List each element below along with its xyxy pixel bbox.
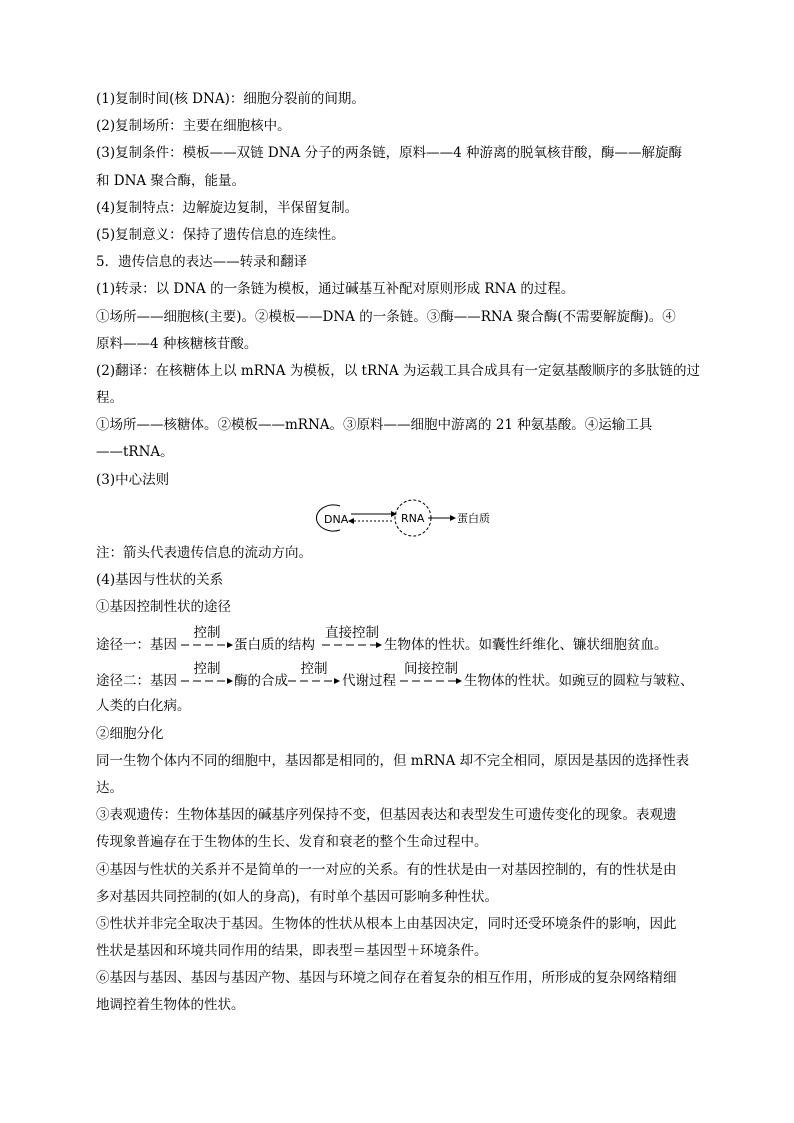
text-line: (5)复制意义：保持了遗传信息的连续性。: [96, 226, 345, 243]
text-line: ⑤性状并非完全取决于基因。生物体的性状从根本上由基因决定，同时还受环境条件的影响，因此: [96, 915, 677, 932]
text-line: ①基因控制性状的途径: [96, 599, 231, 616]
text-line: (1)复制时间(核 DNA)：细胞分裂前的间期。: [96, 91, 365, 107]
text-line: ——tRNA。: [96, 444, 174, 461]
reverse-transcription-arrowhead: [348, 518, 354, 524]
arrow-label: 间接控制: [404, 661, 458, 678]
pathway-one-prefix: 途径一：基因: [96, 637, 177, 654]
arrow-label: 控制: [193, 661, 221, 678]
text-line: ④基因与性状的关系并不是简单的一一对应的关系。有的性状是由一对基因控制的，有的性状是由: [96, 861, 677, 878]
document-page: [96, 86, 700, 1020]
text-line: 地调控着生物体的性状。: [96, 997, 245, 1014]
text-line: 传现象普遍存在于生物体的生长、发育和衰老的整个生命过程中。: [96, 834, 488, 851]
text-line: (2)复制场所：主要在细胞核中。: [96, 118, 291, 135]
dashed-arrow: [181, 639, 233, 649]
pathway-two-suffix: 生物体的性状。如豌豆的圆粒与皱粒、: [464, 673, 694, 690]
text-line: 多对基因共同控制的(如人的身高)，有时单个基因可影响多种性状。: [96, 888, 499, 905]
pathway-two-arrow-3: [400, 657, 462, 691]
text-line: (3)中心法则: [96, 471, 170, 488]
central-dogma-diagram: [96, 496, 700, 540]
section-heading: 5．遗传信息的表达——转录和翻译: [96, 254, 308, 271]
rna-label: RNA: [401, 511, 425, 525]
pathway-one-arrow-2: [322, 621, 382, 655]
pathway-one-suffix: 生物体的性状。如囊性纤维化、镰状细胞贫血。: [384, 637, 668, 654]
text-line: 原料——4 种核糖核苷酸。: [96, 335, 258, 352]
text-line: ⑥基因与基因、基因与基因产物、基因与环境之间存在着复杂的相互作用，所形成的复杂网络精细: [96, 970, 677, 987]
pathway-one-arrow-1: [181, 621, 233, 655]
translation-arrowhead: [450, 515, 456, 521]
text-line: 性状是基因和环境共同作用的结果，即表型＝基因型＋环境条件。: [96, 943, 488, 960]
dna-label: DNA: [324, 512, 349, 526]
arrow-label: 直接控制: [325, 625, 379, 642]
pathway-one-mid: 蛋白质的结构: [234, 637, 315, 654]
text-line: ①场所——细胞核(主要)。②模板——DNA 的一条链。③酶——RNA 聚合酶(不需要解旋酶)。④: [96, 308, 676, 325]
text-line: 达。: [96, 779, 123, 796]
text-line: (3)复制条件：模板——双链 DNA 分子的两条链，原料——4 种游离的脱氧核苷酸，酶——解旋酶: [96, 145, 682, 162]
pathway-two-mid-1: 酶的合成: [234, 673, 288, 690]
dashed-arrow: [288, 675, 340, 685]
text-line: 同一生物个体内不同的细胞中，基因都是相同的，但 mRNA 却不完全相同，原因是基因的选择性表: [96, 752, 690, 769]
text-line: (2)翻译：在核糖体上以 mRNA 为模板，以 tRNA 为运载工具合成具有一定氨基酸顺序的多肽链的过: [96, 362, 700, 379]
dashed-arrow: [322, 639, 382, 649]
text-line: ③表观遗传：生物体基因的碱基序列保持不变，但基因表达和表型发生可遗传变化的现象。表观遗: [96, 807, 677, 824]
text-line: 人类的白化病。: [96, 698, 191, 715]
text-line: 注：箭头代表遗传信息的流动方向。: [96, 544, 312, 561]
pathway-two-arrow-2: [288, 657, 340, 691]
pathway-one: [96, 621, 700, 657]
pathway-two-prefix: 途径二：基因: [96, 673, 177, 690]
subheading: ②细胞分化: [96, 725, 164, 742]
text-line: (4)复制特点：边解旋边复制，半保留复制。: [96, 199, 359, 216]
text-line: (1)转录：以 DNA 的一条链为模板，通过碱基互补配对原则形成 RNA 的过程。: [96, 281, 575, 298]
protein-label: 蛋白质: [457, 512, 490, 525]
arrow-label: 控制: [300, 661, 328, 678]
pathway-two-mid-2: 代谢过程: [342, 673, 396, 690]
pathway-two: [96, 657, 700, 693]
pathway-two-arrow-1: [181, 657, 233, 691]
central-dogma-svg: [312, 496, 512, 540]
dashed-arrow: [400, 675, 462, 685]
arrow-label: 控制: [193, 625, 221, 642]
text-line: ①场所——核糖体。②模板——mRNA。③原料——细胞中游离的 21 种氨基酸。④运输工具: [96, 417, 653, 434]
text-line: (4)基因与性状的关系: [96, 572, 224, 588]
dashed-arrow: [181, 675, 233, 685]
text-line: 程。: [96, 390, 123, 407]
text-line: 和 DNA 聚合酶，能量。: [96, 172, 245, 189]
